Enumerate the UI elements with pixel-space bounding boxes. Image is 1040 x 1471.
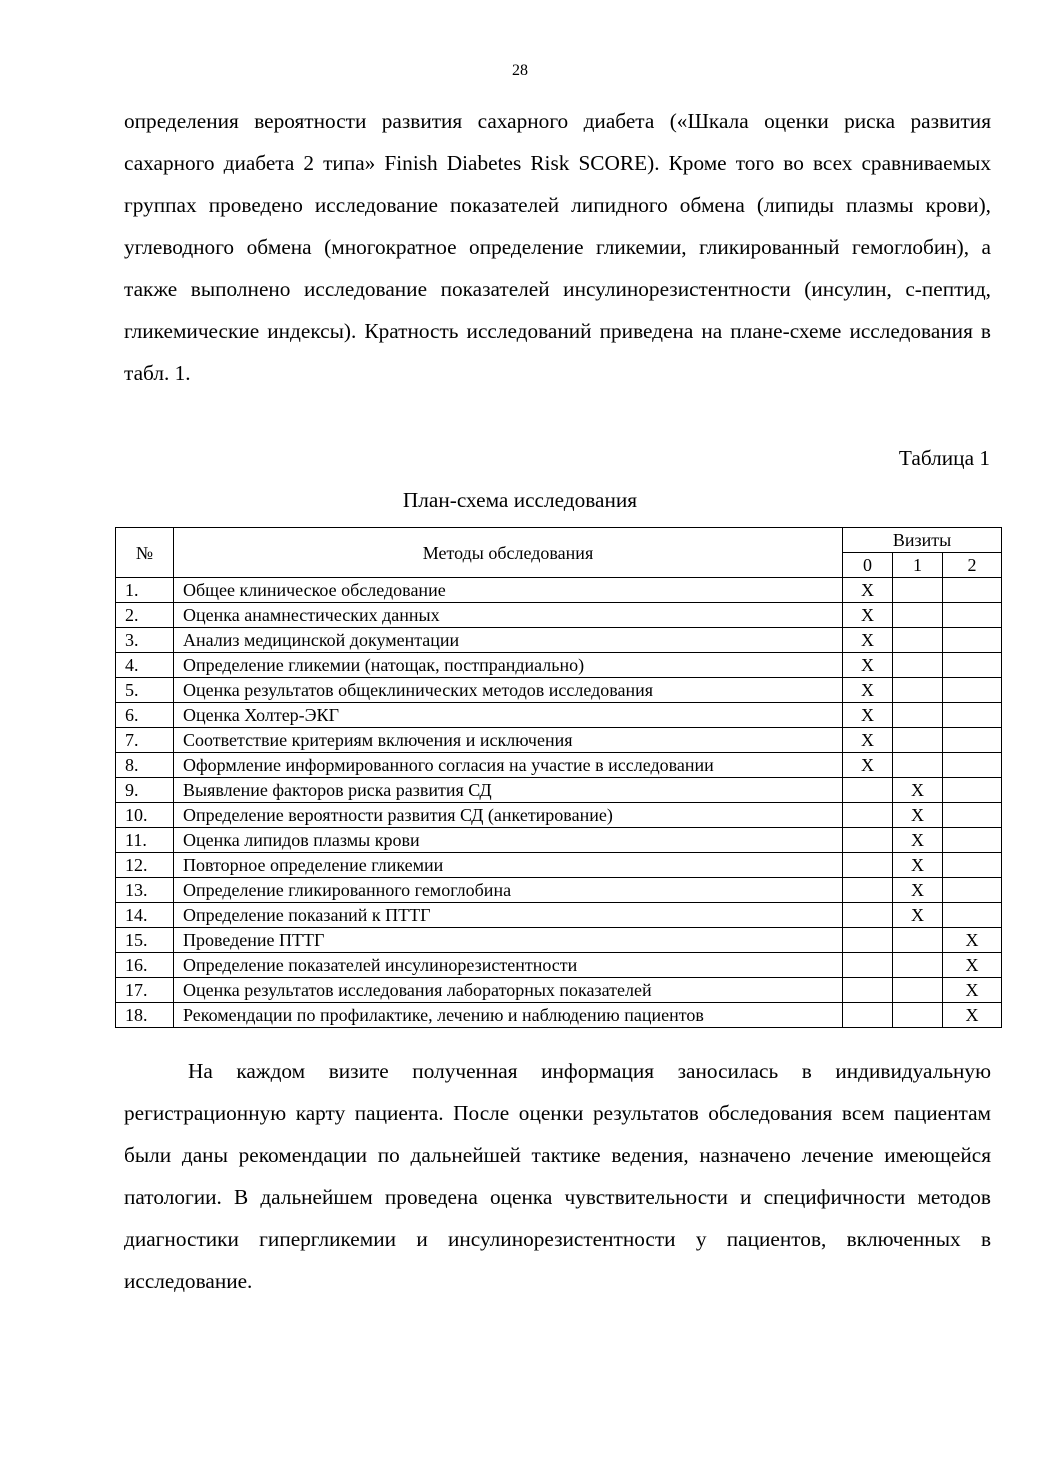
row-visit-2-mark (943, 628, 1002, 653)
row-visit-0-mark: X (843, 653, 893, 678)
row-number: 10. (116, 803, 174, 828)
table-row (116, 653, 1002, 678)
row-number: 3. (116, 628, 174, 653)
row-visit-2-mark (943, 578, 1002, 603)
row-number: 1. (116, 578, 174, 603)
row-method: Проведение ПТТГ (174, 928, 843, 953)
row-visit-0-mark (843, 878, 893, 903)
row-visit-0-mark (843, 778, 893, 803)
row-visit-2-mark: X (943, 928, 1002, 953)
row-visit-0-mark (843, 978, 893, 1003)
row-method: Оценка липидов плазмы крови (174, 828, 843, 853)
row-visit-2-mark (943, 878, 1002, 903)
table-row (116, 678, 1002, 703)
row-visit-0-mark: X (843, 703, 893, 728)
row-visit-2-mark: X (943, 1003, 1002, 1028)
row-visit-0-mark: X (843, 578, 893, 603)
header-number: № (116, 528, 174, 578)
row-visit-0-mark: X (843, 753, 893, 778)
row-number: 12. (116, 853, 174, 878)
table-row (116, 578, 1002, 603)
row-visit-0-mark: X (843, 728, 893, 753)
row-method: Определение вероятности развития СД (анкетирование) (174, 803, 843, 828)
row-number: 4. (116, 653, 174, 678)
row-method: Определение показателей инсулинорезистентности (174, 953, 843, 978)
row-number: 7. (116, 728, 174, 753)
row-method: Соответствие критериям включения и исключения (174, 728, 843, 753)
row-visit-2-mark (943, 653, 1002, 678)
row-visit-0-mark: X (843, 603, 893, 628)
row-visit-1-mark: X (893, 828, 943, 853)
row-visit-2-mark: X (943, 978, 1002, 1003)
row-visit-2-mark: X (943, 953, 1002, 978)
row-visit-1-mark (893, 578, 943, 603)
row-method: Анализ медицинской документации (174, 628, 843, 653)
row-visit-2-mark (943, 753, 1002, 778)
row-visit-1-mark (893, 953, 943, 978)
row-method: Оценка результатов исследования лабораторных показателей (174, 978, 843, 1003)
row-visit-1-mark (893, 653, 943, 678)
table-label: Таблица 1 (898, 446, 990, 470)
row-visit-2-mark (943, 603, 1002, 628)
row-visit-2-mark (943, 853, 1002, 878)
row-visit-1-mark (893, 978, 943, 1003)
table-row (116, 828, 1002, 853)
row-number: 5. (116, 678, 174, 703)
row-visit-1-mark (893, 703, 943, 728)
row-method: Оценка Холтер-ЭКГ (174, 703, 843, 728)
row-visit-0-mark (843, 828, 893, 853)
row-visit-0-mark (843, 928, 893, 953)
table-row (116, 903, 1002, 928)
row-number: 16. (116, 953, 174, 978)
table-row (116, 778, 1002, 803)
table-row (116, 628, 1002, 653)
row-visit-0-mark (843, 953, 893, 978)
row-visit-1-mark: X (893, 878, 943, 903)
header-methods: Методы обследования (174, 528, 843, 578)
row-visit-1-mark: X (893, 803, 943, 828)
table-row (116, 853, 1002, 878)
row-number: 8. (116, 753, 174, 778)
row-visit-0-mark (843, 853, 893, 878)
row-method: Определение показаний к ПТТГ (174, 903, 843, 928)
table-body (116, 578, 1002, 1028)
table-row (116, 928, 1002, 953)
row-method: Определение гликемии (натощак, постпрандиально) (174, 653, 843, 678)
row-visit-1-mark (893, 728, 943, 753)
row-visit-1-mark (893, 603, 943, 628)
row-visit-0-mark (843, 803, 893, 828)
row-method: Оценка результатов общеклинических методов исследования (174, 678, 843, 703)
row-number: 9. (116, 778, 174, 803)
paragraph-intro: определения вероятности развития сахарного диабета («Шкала оценки риска развития сахарного диабета 2 типа» Finish Diabetes Risk SCORE). Кроме того во всех сравниваемых группах проведено исследование показателей липидного обмена (липиды плазмы крови), углеводного обмена (многократное определение гликемии, гликированный гемоглобин), а также выполнено исследование показателей инсулинорезистентности (инсулин, с-пептид, гликемические индексы). Кратность исследований приведена на плане-схеме исследования в табл. 1. (124, 109, 991, 385)
table-row (116, 753, 1002, 778)
table-row (116, 1003, 1002, 1028)
table-row (116, 603, 1002, 628)
row-visit-2-mark (943, 703, 1002, 728)
row-visit-2-mark (943, 728, 1002, 753)
row-number: 18. (116, 1003, 174, 1028)
row-number: 2. (116, 603, 174, 628)
row-visit-1-mark (893, 678, 943, 703)
row-visit-0-mark (843, 903, 893, 928)
table-row (116, 878, 1002, 903)
header-visits: Визиты (843, 528, 1002, 553)
row-visit-2-mark (943, 903, 1002, 928)
page-number: 28 (512, 62, 528, 79)
row-number: 6. (116, 703, 174, 728)
row-number: 15. (116, 928, 174, 953)
row-visit-1-mark (893, 928, 943, 953)
row-visit-1-mark: X (893, 853, 943, 878)
header-visit-1: 1 (893, 553, 943, 578)
row-visit-0-mark: X (843, 628, 893, 653)
row-visit-2-mark (943, 803, 1002, 828)
table-row (116, 978, 1002, 1003)
table-row (116, 953, 1002, 978)
row-method: Оформление информированного согласия на участие в исследовании (174, 753, 843, 778)
row-number: 11. (116, 828, 174, 853)
row-visit-1-mark: X (893, 778, 943, 803)
row-visit-1-mark (893, 753, 943, 778)
row-method: Выявление факторов риска развития СД (174, 778, 843, 803)
row-visit-0-mark: X (843, 678, 893, 703)
row-method: Определение гликированного гемоглобина (174, 878, 843, 903)
header-visit-0: 0 (843, 553, 893, 578)
row-method: Повторное определение гликемии (174, 853, 843, 878)
row-visit-2-mark (943, 678, 1002, 703)
row-method: Оценка анамнестических данных (174, 603, 843, 628)
table-row (116, 803, 1002, 828)
paragraph-conclusion: На каждом визите полученная информация заносилась в индивидуальную регистрационную карту пациента. После оценки результатов обследования всем пациентам были даны рекомендации по дальнейшей тактике ведения, назначено лечение имеющейся патологии. В дальнейшем проведена оценка чувствительности и специфичности методов диагностики гипергликемии и инсулинорезистентности у пациентов, включенных в исследование. (124, 1059, 991, 1293)
row-number: 17. (116, 978, 174, 1003)
row-visit-2-mark (943, 828, 1002, 853)
table-title: План-схема исследования (402, 488, 638, 512)
row-visit-1-mark: X (893, 903, 943, 928)
row-visit-1-mark (893, 628, 943, 653)
row-method: Общее клиническое обследование (174, 578, 843, 603)
table-row (116, 703, 1002, 728)
row-visit-0-mark (843, 1003, 893, 1028)
study-plan-table (115, 527, 1002, 1028)
table-row (116, 728, 1002, 753)
row-visit-1-mark (893, 1003, 943, 1028)
header-visit-2: 2 (943, 553, 1002, 578)
row-number: 13. (116, 878, 174, 903)
row-visit-2-mark (943, 778, 1002, 803)
row-method: Рекомендации по профилактике, лечению и наблюдению пациентов (174, 1003, 843, 1028)
row-number: 14. (116, 903, 174, 928)
